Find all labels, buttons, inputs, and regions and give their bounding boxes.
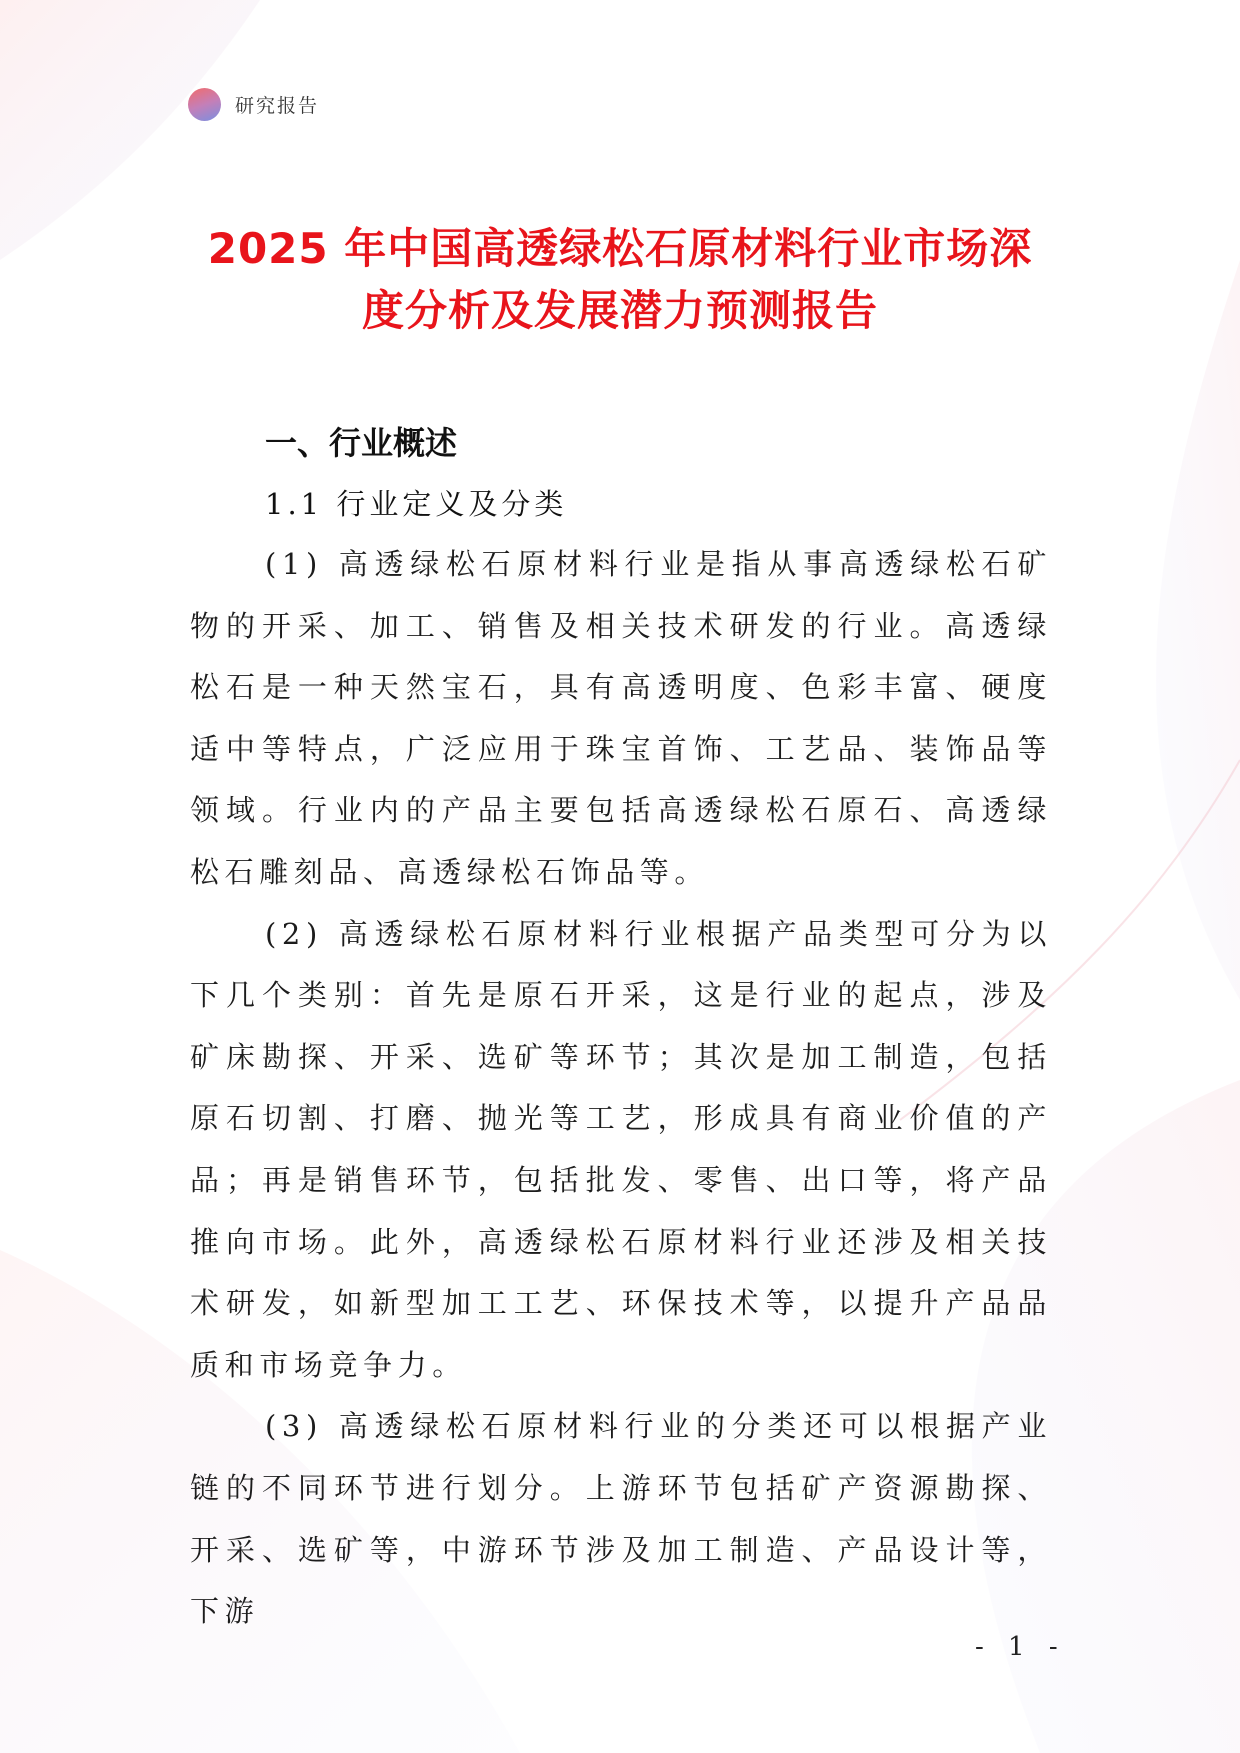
paragraph-2: (2) 高透绿松石原材料行业根据产品类型可分为以下几个类别：首先是原石开采，这是行业的起点，涉及矿床勘探、开采、选矿等环节；其次是加工制造，包括原石切割、打磨、抛光等工艺，形成具有商业价值的产品；再是销售环节，包括批发、零售、出口等，将产品推向市场。此外，高透绿松石原材料行业还涉及相关技术研发，如新型加工工艺、环保技术等，以提升产品品质和市场竞争力。: [190, 916, 1052, 1382]
subsection-heading: 1.1 行业定义及分类: [265, 487, 568, 521]
document-title: [150, 218, 1090, 342]
paragraph-3: (3) 高透绿松石原材料行业的分类还可以根据产业链的不同环节进行划分。上游环节包括矿产资源勘探、开采、选矿等，中游环节涉及加工制造、产品设计等，下游: [190, 1409, 1052, 1629]
page-number: - 1 -: [975, 1632, 1066, 1662]
section-heading: 一、行业概述: [265, 424, 458, 462]
logo-circle-icon: [188, 88, 221, 121]
report-header: [188, 88, 319, 121]
title-line-1: 2025 年中国高透绿松石原材料行业市场深: [207, 224, 1033, 273]
title-line-2: 度分析及发展潜力预测报告: [361, 286, 878, 335]
body-text: [190, 534, 1052, 1643]
paragraph-1: (1) 高透绿松石原材料行业是指从事高透绿松石矿物的开采、加工、销售及相关技术研发的行业。高透绿松石是一种天然宝石，具有高透明度、色彩丰富、硬度适中等特点，广泛应用于珠宝首饰、工艺品、装饰品等领域。行业内的产品主要包括高透绿松石原石、高透绿松石雕刻品、高透绿松石饰品等。: [190, 547, 1052, 889]
header-label: 研究报告: [235, 95, 320, 117]
